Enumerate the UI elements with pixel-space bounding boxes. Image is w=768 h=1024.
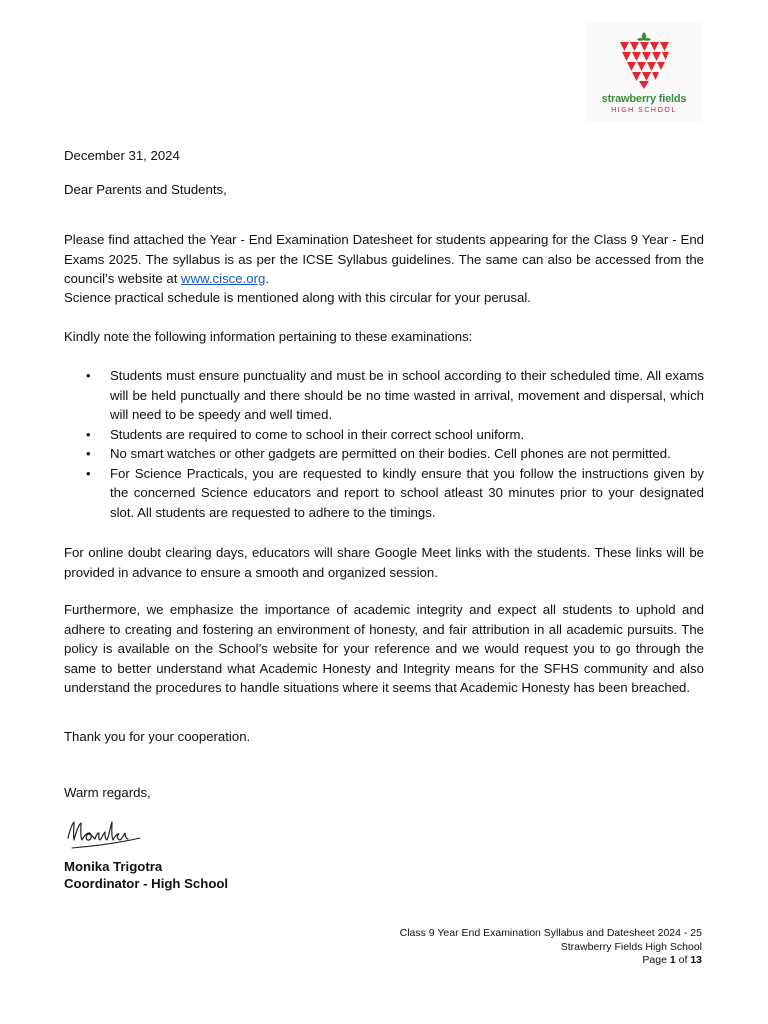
- signer-block: [64, 858, 228, 892]
- footer-school-name: Strawberry Fields High School: [560, 940, 702, 953]
- strawberry-icon: [614, 30, 674, 90]
- list-item-text: Students are required to come to school in their correct school uniform.: [110, 426, 525, 442]
- letter-date: December 31, 2024: [64, 148, 180, 163]
- page-number: [400, 954, 702, 968]
- bullet-icon: •: [86, 465, 91, 481]
- signature: [64, 812, 154, 861]
- exam-rules-list: [64, 366, 704, 522]
- list-item-text: Students must ensure punctuality and must be in school according to their scheduled time. All exams will be held punctually and there should be no time wasted in arrival, movement and dispersal, which will need to be speedy and well timed.: [110, 368, 704, 422]
- closing: Warm regards,: [64, 785, 151, 800]
- signer-name: Monika Trigotra: [64, 859, 163, 874]
- intro-text: Please find attached the Year - End Examination Datesheet for students appearing for the Class 9 Year - End Exams 2025. The syllabus is as per the ICSE Syllabus guidelines. The same can also be accessed from the council’s website at: [64, 232, 704, 286]
- page-footer: [400, 927, 702, 968]
- signer-title: Coordinator - High School: [64, 876, 229, 891]
- page-current: 1: [669, 954, 676, 966]
- list-item-text: No smart watches or other gadgets are permitted on their bodies. Cell phones are not permitted.: [110, 446, 671, 461]
- list-intro: Kindly note the following information pertaining to these examinations:: [64, 329, 473, 344]
- thank-you-line: Thank you for your cooperation.: [64, 729, 251, 744]
- logo-subtitle: HIGH SCHOOL: [611, 107, 677, 114]
- list-item: [64, 464, 704, 523]
- bullet-icon: •: [86, 426, 91, 442]
- practical-schedule-line: Science practical schedule is mentioned along with this circular for your perusal.: [64, 290, 531, 305]
- bullet-icon: •: [86, 368, 91, 383]
- handwritten-signature-icon: [64, 812, 154, 856]
- intro-paragraph: [64, 230, 704, 289]
- cisce-website-link[interactable]: www.cisce.org: [181, 271, 266, 286]
- list-item: [64, 366, 704, 425]
- academic-integrity-paragraph: Furthermore, we emphasize the importance of academic integrity and expect all students to uphold and adhere to creating and fostering an environment of honesty, and fair attribution in all academic pursuits. The policy is available on the School’s website for your reference and we would request you to go through the same to better understand what Academic Honesty and Integrity means for the SFHS community and also understand the procedures to handle situations where it seems that Academic Honesty has been breached.: [64, 602, 704, 695]
- school-logo: [586, 22, 702, 122]
- list-item-text: For Science Practicals, you are requested to kindly ensure that you follow the instructions given by the concerned Science educators and report to school atleast 30 minutes prior to your designated slot. All students are requested to adhere to the timings.: [110, 465, 704, 520]
- salutation: Dear Parents and Students,: [64, 182, 227, 197]
- list-item: [64, 444, 704, 464]
- intro-text-end: .: [265, 271, 269, 286]
- page-of: of: [675, 954, 691, 966]
- page-total: 13: [690, 954, 702, 966]
- logo-brand-name: strawberry fields: [601, 93, 687, 105]
- page-label: Page: [642, 954, 670, 966]
- bullet-icon: •: [86, 446, 91, 461]
- list-item: [64, 425, 704, 445]
- footer-document-title: Class 9 Year End Examination Syllabus and Datesheet 2024 - 25: [399, 927, 702, 939]
- online-doubt-paragraph: For online doubt clearing days, educators will share Google Meet links with the students. These links will be provided in advance to ensure a smooth and organized session.: [64, 545, 704, 580]
